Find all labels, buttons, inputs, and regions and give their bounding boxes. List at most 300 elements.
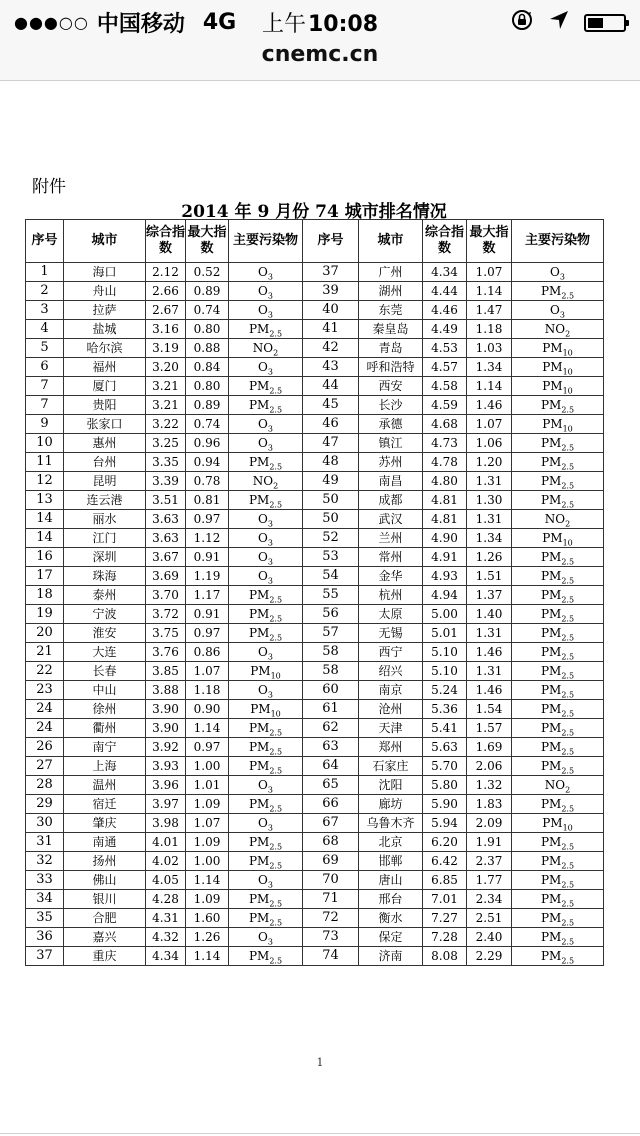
cell-city: 肇庆 (64, 814, 146, 833)
bottom-divider (0, 1133, 640, 1134)
table-row (26, 320, 604, 339)
cell-composite: 3.88 (146, 681, 186, 700)
cell-city: 济南 (359, 947, 423, 966)
cell-pollutant: $NO_2$ (512, 510, 604, 529)
table-row (26, 700, 604, 719)
cell-city: 海口 (64, 263, 146, 282)
cell-pollutant: $PM_{2.5}$ (512, 434, 604, 453)
cell-city: 无锡 (359, 624, 423, 643)
battery-level-fill (588, 18, 603, 28)
cell-pollutant: $PM_{2.5}$ (512, 700, 604, 719)
cell-composite: 4.44 (423, 282, 467, 301)
cell-composite: 8.08 (423, 947, 467, 966)
cell-seq: 64 (303, 757, 359, 776)
cell-composite: 7.28 (423, 928, 467, 947)
cell-seq: 55 (303, 586, 359, 605)
cell-city: 西安 (359, 377, 423, 396)
cell-composite: 3.90 (146, 719, 186, 738)
battery-icon (584, 14, 626, 32)
cell-composite: 7.01 (423, 890, 467, 909)
table-row (26, 377, 604, 396)
cell-seq: 62 (303, 719, 359, 738)
cell-city: 嘉兴 (64, 928, 146, 947)
cell-seq: 34 (26, 890, 64, 909)
cell-city: 镇江 (359, 434, 423, 453)
cell-composite: 7.27 (423, 909, 467, 928)
cell-city: 惠州 (64, 434, 146, 453)
cell-composite: 4.68 (423, 415, 467, 434)
cell-composite: 3.90 (146, 700, 186, 719)
cell-composite: 4.58 (423, 377, 467, 396)
table-row (26, 453, 604, 472)
table-row (26, 681, 604, 700)
cell-composite: 4.91 (423, 548, 467, 567)
cell-max: 1.09 (186, 833, 229, 852)
cell-seq: 45 (303, 396, 359, 415)
cell-seq: 66 (303, 795, 359, 814)
cell-seq: 28 (26, 776, 64, 795)
location-arrow-icon (548, 9, 570, 37)
cell-max: 1.46 (467, 643, 512, 662)
cell-composite: 3.63 (146, 510, 186, 529)
cell-pollutant: $PM_{2.5}$ (512, 643, 604, 662)
cell-city: 厦门 (64, 377, 146, 396)
table-row (26, 947, 604, 966)
cell-seq: 63 (303, 738, 359, 757)
table-row (26, 339, 604, 358)
cell-seq: 6 (26, 358, 64, 377)
table-row (26, 719, 604, 738)
cell-max: 1.77 (467, 871, 512, 890)
cell-max: 1.14 (186, 947, 229, 966)
cell-city: 佛山 (64, 871, 146, 890)
cell-pollutant: $PM_{2.5}$ (512, 624, 604, 643)
cell-pollutant: $PM_{2.5}$ (229, 624, 303, 643)
cell-pollutant: $PM_{2.5}$ (512, 586, 604, 605)
cell-composite: 4.73 (423, 434, 467, 453)
cell-max: 1.03 (467, 339, 512, 358)
cell-seq: 52 (303, 529, 359, 548)
cell-city: 沈阳 (359, 776, 423, 795)
cell-pollutant: $O_3$ (229, 282, 303, 301)
cell-pollutant: $PM_{2.5}$ (512, 795, 604, 814)
cell-seq: 7 (26, 377, 64, 396)
cell-seq: 5 (26, 339, 64, 358)
cell-seq: 31 (26, 833, 64, 852)
cell-max: 1.07 (186, 814, 229, 833)
table-row (26, 605, 604, 624)
cell-max: 0.97 (186, 510, 229, 529)
cell-max: 1.01 (186, 776, 229, 795)
cell-pollutant: $PM_{2.5}$ (229, 852, 303, 871)
cell-city: 丽水 (64, 510, 146, 529)
cell-seq: 54 (303, 567, 359, 586)
table-row (26, 472, 604, 491)
cell-seq: 48 (303, 453, 359, 472)
cell-max: 0.81 (186, 491, 229, 510)
cell-max: 1.31 (467, 624, 512, 643)
cell-seq: 13 (26, 491, 64, 510)
cell-seq: 29 (26, 795, 64, 814)
cell-composite: 3.92 (146, 738, 186, 757)
cell-pollutant: $PM_{2.5}$ (229, 605, 303, 624)
cell-pollutant: $O_3$ (229, 263, 303, 282)
cell-composite: 3.76 (146, 643, 186, 662)
cell-max: 2.09 (467, 814, 512, 833)
cell-pollutant: $PM_{2.5}$ (229, 890, 303, 909)
cell-composite: 3.96 (146, 776, 186, 795)
table-row (26, 263, 604, 282)
table-row (26, 890, 604, 909)
cell-city: 大连 (64, 643, 146, 662)
cell-seq: 42 (303, 339, 359, 358)
cell-max: 1.06 (467, 434, 512, 453)
cell-composite: 5.01 (423, 624, 467, 643)
table-row (26, 909, 604, 928)
cell-max: 1.57 (467, 719, 512, 738)
cell-pollutant: $PM_{2.5}$ (512, 453, 604, 472)
header-seq: 序号 (26, 220, 64, 263)
cell-pollutant: $PM_{2.5}$ (229, 947, 303, 966)
table-row (26, 776, 604, 795)
cell-city: 秦皇岛 (359, 320, 423, 339)
cell-max: 1.91 (467, 833, 512, 852)
cell-composite: 3.67 (146, 548, 186, 567)
cell-pollutant: $PM_{2.5}$ (229, 453, 303, 472)
header-composite: 综合指数 (146, 220, 186, 263)
cell-pollutant: $PM_{2.5}$ (512, 282, 604, 301)
table-row (26, 738, 604, 757)
cell-pollutant: $PM_{2.5}$ (512, 472, 604, 491)
status-bar (0, 0, 640, 40)
cell-composite: 3.75 (146, 624, 186, 643)
cell-pollutant: $O_3$ (229, 358, 303, 377)
cell-max: 0.78 (186, 472, 229, 491)
cell-composite: 2.67 (146, 301, 186, 320)
cell-seq: 35 (26, 909, 64, 928)
cell-composite: 4.46 (423, 301, 467, 320)
cell-seq: 19 (26, 605, 64, 624)
cell-composite: 4.53 (423, 339, 467, 358)
cell-pollutant: $O_3$ (229, 529, 303, 548)
cell-pollutant: $PM_{2.5}$ (229, 719, 303, 738)
cell-seq: 57 (303, 624, 359, 643)
cell-city: 南宁 (64, 738, 146, 757)
cell-composite: 5.10 (423, 643, 467, 662)
cell-max: 1.32 (467, 776, 512, 795)
browser-chrome (0, 0, 640, 81)
cell-city: 泰州 (64, 586, 146, 605)
cell-max: 1.69 (467, 738, 512, 757)
cell-pollutant: $PM_{2.5}$ (512, 396, 604, 415)
cell-city: 舟山 (64, 282, 146, 301)
cell-city: 衢州 (64, 719, 146, 738)
cell-pollutant: $PM_{2.5}$ (512, 757, 604, 776)
cell-seq: 60 (303, 681, 359, 700)
header-pollutant: 主要污染物 (229, 220, 303, 263)
cell-max: 1.47 (467, 301, 512, 320)
cell-pollutant: $PM_{2.5}$ (512, 909, 604, 928)
cell-seq: 11 (26, 453, 64, 472)
cell-pollutant: $O_3$ (229, 871, 303, 890)
cell-seq: 67 (303, 814, 359, 833)
network-type: 4G (202, 10, 237, 35)
cell-pollutant: $PM_{2.5}$ (512, 738, 604, 757)
cell-max: 1.17 (186, 586, 229, 605)
cell-composite: 2.66 (146, 282, 186, 301)
cell-seq: 23 (26, 681, 64, 700)
cell-city: 武汉 (359, 510, 423, 529)
cell-seq: 73 (303, 928, 359, 947)
table-row (26, 643, 604, 662)
cell-seq: 53 (303, 548, 359, 567)
table-row (26, 567, 604, 586)
cell-city: 廊坊 (359, 795, 423, 814)
cell-max: 1.12 (186, 529, 229, 548)
cell-city: 深圳 (64, 548, 146, 567)
cell-composite: 3.22 (146, 415, 186, 434)
cell-city: 拉萨 (64, 301, 146, 320)
cell-pollutant: $O_3$ (229, 434, 303, 453)
cell-seq: 68 (303, 833, 359, 852)
cell-city: 长春 (64, 662, 146, 681)
cell-city: 石家庄 (359, 757, 423, 776)
cell-seq: 2 (26, 282, 64, 301)
cell-pollutant: $PM_{2.5}$ (229, 586, 303, 605)
cell-pollutant: $PM_{2.5}$ (229, 491, 303, 510)
cell-city: 保定 (359, 928, 423, 947)
cell-city: 湖州 (359, 282, 423, 301)
cell-seq: 72 (303, 909, 359, 928)
cell-seq: 50 (303, 510, 359, 529)
cell-city: 常州 (359, 548, 423, 567)
address-bar-url[interactable]: cnemc.cn (261, 42, 379, 67)
cell-pollutant: $PM_{2.5}$ (512, 567, 604, 586)
carrier-name: 中国移动 (96, 12, 185, 37)
time-prefix: 上午 (261, 12, 306, 37)
cell-seq: 65 (303, 776, 359, 795)
cell-max: 0.91 (186, 605, 229, 624)
cell-seq: 58 (303, 643, 359, 662)
cell-max: 0.88 (186, 339, 229, 358)
table-row (26, 833, 604, 852)
cell-city: 宿迁 (64, 795, 146, 814)
cell-seq: 26 (26, 738, 64, 757)
cell-max: 1.18 (467, 320, 512, 339)
cell-pollutant: $PM_{2.5}$ (229, 396, 303, 415)
cell-city: 呼和浩特 (359, 358, 423, 377)
cell-pollutant: $PM_{10}$ (229, 662, 303, 681)
cell-seq: 18 (26, 586, 64, 605)
cell-seq: 50 (303, 491, 359, 510)
cell-city: 贵阳 (64, 396, 146, 415)
cell-city: 宁波 (64, 605, 146, 624)
table-row (26, 396, 604, 415)
cell-max: 1.30 (467, 491, 512, 510)
cell-max: 2.40 (467, 928, 512, 947)
cell-composite: 3.97 (146, 795, 186, 814)
cell-pollutant: $NO_2$ (229, 339, 303, 358)
cell-composite: 3.63 (146, 529, 186, 548)
page-number: 1 (316, 1056, 324, 1069)
cell-max: 0.97 (186, 738, 229, 757)
cell-max: 2.51 (467, 909, 512, 928)
cell-composite: 4.28 (146, 890, 186, 909)
cell-pollutant: $PM_{2.5}$ (512, 548, 604, 567)
cell-composite: 5.10 (423, 662, 467, 681)
cell-max: 0.80 (186, 377, 229, 396)
cell-seq: 41 (303, 320, 359, 339)
cell-pollutant: $PM_{2.5}$ (512, 491, 604, 510)
cell-city: 成都 (359, 491, 423, 510)
cell-seq: 22 (26, 662, 64, 681)
cell-max: 1.07 (186, 662, 229, 681)
cell-max: 1.34 (467, 529, 512, 548)
cell-pollutant: $O_3$ (229, 567, 303, 586)
clock: 10:08 (307, 12, 379, 37)
cell-city: 衡水 (359, 909, 423, 928)
cell-pollutant: $NO_2$ (512, 776, 604, 795)
cell-composite: 5.80 (423, 776, 467, 795)
cell-pollutant: $PM_{2.5}$ (512, 871, 604, 890)
cell-pollutant: $PM_{10}$ (512, 415, 604, 434)
cell-composite: 5.00 (423, 605, 467, 624)
cell-pollutant: $O_3$ (229, 510, 303, 529)
cell-seq: 14 (26, 529, 64, 548)
cell-city: 珠海 (64, 567, 146, 586)
cell-seq: 69 (303, 852, 359, 871)
city-ranking-table (25, 219, 604, 966)
cell-max: 2.29 (467, 947, 512, 966)
cell-composite: 2.12 (146, 263, 186, 282)
cell-city: 南京 (359, 681, 423, 700)
cell-pollutant: $PM_{10}$ (229, 700, 303, 719)
table-row (26, 928, 604, 947)
cell-seq: 43 (303, 358, 359, 377)
table-row (26, 415, 604, 434)
cell-composite: 5.24 (423, 681, 467, 700)
cell-composite: 3.93 (146, 757, 186, 776)
cell-pollutant: $O_3$ (229, 301, 303, 320)
cell-composite: 3.72 (146, 605, 186, 624)
cell-city: 温州 (64, 776, 146, 795)
cell-max: 1.14 (467, 282, 512, 301)
cell-composite: 3.19 (146, 339, 186, 358)
cell-pollutant: $PM_{2.5}$ (512, 890, 604, 909)
cell-seq: 40 (303, 301, 359, 320)
table-row (26, 301, 604, 320)
header-max: 最大指数 (467, 220, 512, 263)
cell-seq: 39 (303, 282, 359, 301)
cell-seq: 49 (303, 472, 359, 491)
rotation-lock-icon (510, 8, 534, 38)
cell-pollutant: $O_3$ (229, 928, 303, 947)
cell-composite: 6.42 (423, 852, 467, 871)
cell-max: 1.51 (467, 567, 512, 586)
cell-max: 0.74 (186, 301, 229, 320)
cell-max: 0.84 (186, 358, 229, 377)
cell-max: 1.07 (467, 263, 512, 282)
cell-composite: 4.93 (423, 567, 467, 586)
signal-strength-icon: ●●●○○ (14, 13, 89, 32)
cell-composite: 3.51 (146, 491, 186, 510)
cell-seq: 70 (303, 871, 359, 890)
cell-max: 1.46 (467, 681, 512, 700)
cell-seq: 71 (303, 890, 359, 909)
status-right (510, 8, 626, 38)
cell-composite: 4.78 (423, 453, 467, 472)
table-row (26, 510, 604, 529)
cell-composite: 3.70 (146, 586, 186, 605)
cell-pollutant: $PM_{2.5}$ (229, 909, 303, 928)
cell-city: 兰州 (359, 529, 423, 548)
cell-max: 1.20 (467, 453, 512, 472)
table-row (26, 757, 604, 776)
header-city: 城市 (359, 220, 423, 263)
cell-seq: 7 (26, 396, 64, 415)
cell-max: 1.26 (467, 548, 512, 567)
cell-max: 1.18 (186, 681, 229, 700)
cell-pollutant: $PM_{2.5}$ (229, 320, 303, 339)
cell-max: 0.97 (186, 624, 229, 643)
cell-city: 邢台 (359, 890, 423, 909)
cell-city: 北京 (359, 833, 423, 852)
cell-composite: 4.31 (146, 909, 186, 928)
cell-seq: 37 (303, 263, 359, 282)
cell-max: 0.89 (186, 282, 229, 301)
cell-city: 长沙 (359, 396, 423, 415)
cell-seq: 12 (26, 472, 64, 491)
cell-composite: 4.34 (146, 947, 186, 966)
table-row (26, 624, 604, 643)
cell-seq: 1 (26, 263, 64, 282)
cell-max: 1.54 (467, 700, 512, 719)
cell-city: 邯郸 (359, 852, 423, 871)
cell-pollutant: $NO_2$ (512, 320, 604, 339)
cell-pollutant: $PM_{2.5}$ (229, 738, 303, 757)
cell-max: 1.60 (186, 909, 229, 928)
cell-max: 2.06 (467, 757, 512, 776)
cell-composite: 3.25 (146, 434, 186, 453)
cell-seq: 4 (26, 320, 64, 339)
cell-pollutant: $PM_{2.5}$ (512, 833, 604, 852)
cell-max: 0.74 (186, 415, 229, 434)
cell-city: 沧州 (359, 700, 423, 719)
cell-seq: 24 (26, 700, 64, 719)
cell-city: 西宁 (359, 643, 423, 662)
table-header-row (26, 220, 604, 263)
table-row (26, 491, 604, 510)
cell-city: 乌鲁木齐 (359, 814, 423, 833)
cell-city: 昆明 (64, 472, 146, 491)
cell-seq: 58 (303, 662, 359, 681)
cell-seq: 14 (26, 510, 64, 529)
cell-city: 中山 (64, 681, 146, 700)
table-row (26, 852, 604, 871)
cell-max: 0.52 (186, 263, 229, 282)
cell-pollutant: $NO_2$ (229, 472, 303, 491)
cell-composite: 4.81 (423, 491, 467, 510)
table-row (26, 814, 604, 833)
table-row (26, 529, 604, 548)
cell-city: 承德 (359, 415, 423, 434)
cell-seq: 36 (26, 928, 64, 947)
cell-seq: 44 (303, 377, 359, 396)
cell-city: 盐城 (64, 320, 146, 339)
cell-pollutant: $O_3$ (512, 263, 604, 282)
cell-city: 台州 (64, 453, 146, 472)
cell-composite: 3.69 (146, 567, 186, 586)
